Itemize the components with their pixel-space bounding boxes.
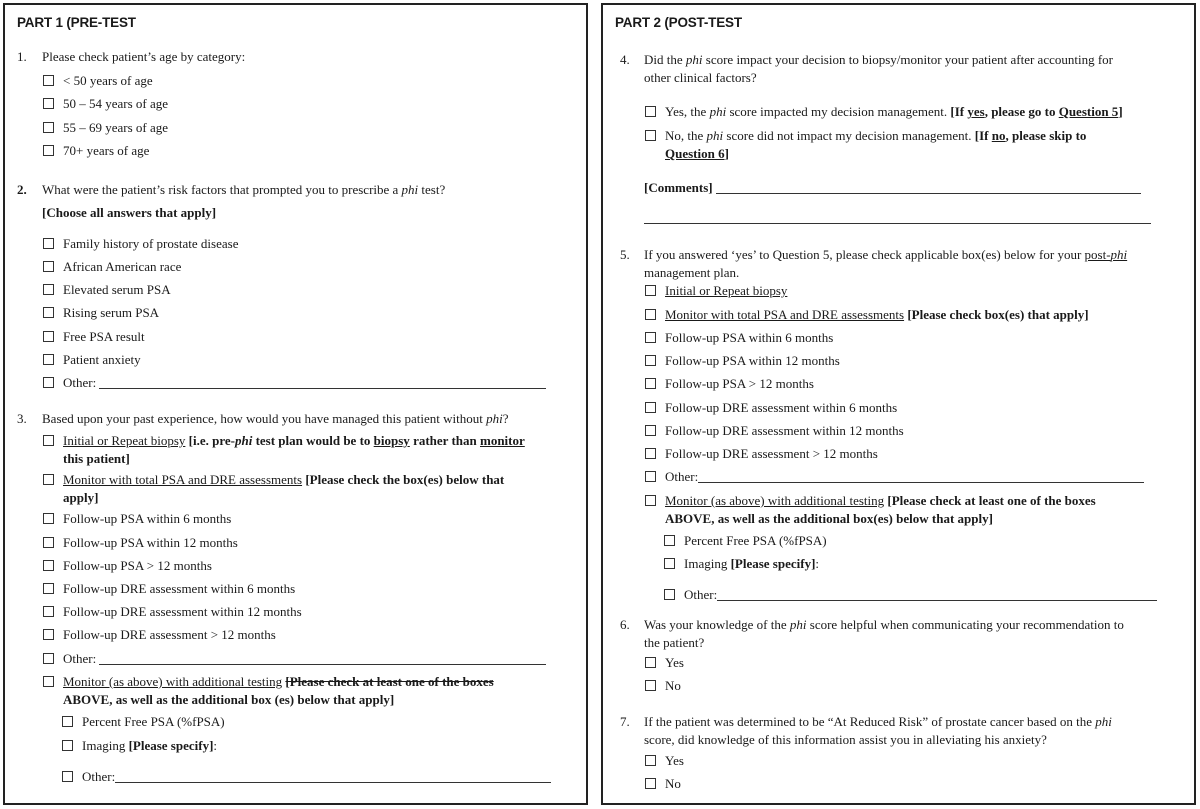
checkbox-icon[interactable] bbox=[645, 309, 656, 320]
q3-additional-other[interactable]: Other: bbox=[62, 769, 551, 785]
q3-followup-option[interactable]: Follow-up DRE assessment within 6 months bbox=[43, 581, 295, 597]
q5-other[interactable]: Other: bbox=[645, 469, 1144, 485]
q5-followup-option[interactable]: Follow-up DRE assessment within 12 months bbox=[645, 423, 904, 439]
checkbox-icon[interactable] bbox=[645, 755, 656, 766]
q5-additional-other[interactable]: Other: bbox=[664, 587, 1157, 603]
checkbox-icon[interactable] bbox=[645, 130, 656, 141]
q4-no-option[interactable]: No, the phi score did not impact my decision management. [If no, please skip to bbox=[645, 128, 1086, 144]
q4-number: 4. bbox=[620, 52, 630, 67]
q3-biopsy-option[interactable]: Initial or Repeat biopsy [i.e. pre-phi test plan would be to biopsy rather than monitor bbox=[43, 433, 525, 449]
checkbox-icon[interactable] bbox=[645, 285, 656, 296]
q1-number: 1. bbox=[17, 49, 27, 64]
q5-text: If you answered ‘yes’ to Question 5, please check applicable box(es) below for your post-phi bbox=[644, 247, 1128, 262]
q3-number: 3. bbox=[17, 411, 27, 426]
q7-text-cont: score, did knowledge of this information assist you in alleviating his anxiety? bbox=[644, 732, 1047, 747]
checkbox-icon[interactable] bbox=[43, 583, 54, 594]
comments-field[interactable] bbox=[716, 182, 1141, 194]
q2-option[interactable]: Rising serum PSA bbox=[43, 305, 159, 321]
q5-followup-option[interactable]: Follow-up DRE assessment > 12 months bbox=[645, 446, 878, 462]
checkbox-icon[interactable] bbox=[43, 653, 54, 664]
q7-number: 7. bbox=[620, 714, 630, 729]
checkbox-icon[interactable] bbox=[43, 537, 54, 548]
q1-option[interactable]: 50 – 54 years of age bbox=[43, 96, 168, 112]
part1-panel bbox=[3, 3, 588, 805]
q4-comments[interactable]: [Comments] bbox=[644, 180, 1141, 196]
checkbox-icon[interactable] bbox=[43, 284, 54, 295]
q1-option[interactable]: < 50 years of age bbox=[43, 73, 153, 89]
q2-option[interactable]: Free PSA result bbox=[43, 329, 145, 345]
q3-additional-option[interactable]: Monitor (as above) with additional testing [Please check at least one of the boxes bbox=[43, 674, 494, 690]
q4-yes-option[interactable]: Yes, the phi score impacted my decision management. [If yes, please go to Question 5] bbox=[645, 104, 1123, 120]
part2-panel bbox=[601, 3, 1196, 805]
q5-additional-note-cont: ABOVE, as well as the additional box(es) below that apply] bbox=[665, 511, 993, 526]
checkbox-icon[interactable] bbox=[664, 535, 675, 546]
q6-text: Was your knowledge of the phi score helpful when communicating your recommendation to bbox=[644, 617, 1124, 632]
checkbox-icon[interactable] bbox=[645, 425, 656, 436]
q3-additional-other-field[interactable] bbox=[115, 771, 551, 783]
q7-text: If the patient was determined to be “At Reduced Risk” of prostate cancer based on the phi bbox=[644, 714, 1112, 729]
q4-comments-line2[interactable] bbox=[644, 210, 1151, 226]
checkbox-icon[interactable] bbox=[645, 402, 656, 413]
checkbox-icon[interactable] bbox=[43, 560, 54, 571]
q3-followup-option[interactable]: Follow-up PSA within 12 months bbox=[43, 535, 238, 551]
checkbox-icon[interactable] bbox=[645, 355, 656, 366]
checkbox-icon[interactable] bbox=[43, 331, 54, 342]
q6-option[interactable]: No bbox=[645, 678, 681, 694]
checkbox-icon[interactable] bbox=[43, 435, 54, 446]
q5-biopsy-option[interactable]: Initial or Repeat biopsy bbox=[645, 283, 787, 299]
part1-title: PART 1 (PRE-TEST bbox=[17, 15, 136, 30]
checkbox-icon[interactable] bbox=[664, 589, 675, 600]
q5-additional-option[interactable]: Monitor (as above) with additional testing [Please check at least one of the boxes bbox=[645, 493, 1096, 509]
q5-followup-option[interactable]: Follow-up PSA within 6 months bbox=[645, 330, 833, 346]
q5-other-field[interactable] bbox=[698, 471, 1144, 483]
checkbox-icon[interactable] bbox=[43, 307, 54, 318]
q2-instruction: [Choose all answers that apply] bbox=[42, 205, 217, 220]
q2-option[interactable]: African American race bbox=[43, 259, 181, 275]
checkbox-icon[interactable] bbox=[645, 448, 656, 459]
q7-option[interactable]: Yes bbox=[645, 753, 684, 769]
checkbox-icon[interactable] bbox=[43, 122, 54, 133]
q5-followup-option[interactable]: Follow-up PSA within 12 months bbox=[645, 353, 840, 369]
q3-imaging-option[interactable]: Imaging [Please specify]: bbox=[62, 738, 217, 754]
q3-additional-sub-option[interactable]: Percent Free PSA (%fPSA) bbox=[62, 714, 225, 730]
q1-option[interactable]: 70+ years of age bbox=[43, 143, 149, 159]
checkbox-icon[interactable] bbox=[43, 377, 54, 388]
checkbox-icon[interactable] bbox=[645, 378, 656, 389]
q7-option[interactable]: No bbox=[645, 776, 681, 792]
checkbox-icon[interactable] bbox=[664, 558, 675, 569]
checkbox-icon[interactable] bbox=[43, 676, 54, 687]
checkbox-icon[interactable] bbox=[43, 354, 54, 365]
checkbox-icon[interactable] bbox=[43, 98, 54, 109]
q2-number: 2. bbox=[17, 182, 27, 197]
q2-text: What were the patient’s risk factors that prompted you to prescribe a phi test? bbox=[42, 182, 446, 197]
q3-monitor-option[interactable]: Monitor with total PSA and DRE assessments [Please check the box(es) below that bbox=[43, 472, 504, 488]
q1-option[interactable]: 55 – 69 years of age bbox=[43, 120, 168, 136]
q3-followup-option[interactable]: Follow-up PSA within 6 months bbox=[43, 511, 231, 527]
checkbox-icon[interactable] bbox=[645, 332, 656, 343]
checkbox-icon[interactable] bbox=[62, 740, 73, 751]
q5-number: 5. bbox=[620, 247, 630, 262]
q5-text-cont: management plan. bbox=[644, 265, 740, 280]
checkbox-icon[interactable] bbox=[43, 145, 54, 156]
q4-text-cont: other clinical factors? bbox=[644, 70, 757, 85]
comments-field-line2[interactable] bbox=[644, 212, 1151, 224]
checkbox-icon[interactable] bbox=[43, 261, 54, 272]
checkbox-icon[interactable] bbox=[645, 471, 656, 482]
q3-other[interactable]: Other: bbox=[43, 651, 546, 667]
q2-option[interactable]: Family history of prostate disease bbox=[43, 236, 238, 252]
q1-text: Please check patient’s age by category: bbox=[42, 49, 246, 64]
q4-no-note-cont: Question 6] bbox=[665, 146, 729, 161]
checkbox-icon[interactable] bbox=[43, 75, 54, 86]
q3-other-field[interactable] bbox=[99, 653, 546, 665]
checkbox-icon[interactable] bbox=[645, 495, 656, 506]
checkbox-icon[interactable] bbox=[43, 513, 54, 524]
q5-additional-sub-option[interactable]: Percent Free PSA (%fPSA) bbox=[664, 533, 827, 549]
q3-text: Based upon your past experience, how would you have managed this patient without phi? bbox=[42, 411, 509, 426]
checkbox-icon[interactable] bbox=[43, 606, 54, 617]
q3-followup-option[interactable]: Follow-up DRE assessment within 12 months bbox=[43, 604, 302, 620]
q5-followup-option[interactable]: Follow-up DRE assessment within 6 months bbox=[645, 400, 897, 416]
q5-additional-other-field[interactable] bbox=[717, 589, 1157, 601]
q4-text: Did the phi score impact your decision to biopsy/monitor your patient after accounting for bbox=[644, 52, 1113, 67]
checkbox-icon[interactable] bbox=[43, 474, 54, 485]
q5-followup-option[interactable]: Follow-up PSA > 12 months bbox=[645, 376, 814, 392]
checkbox-icon[interactable] bbox=[62, 771, 73, 782]
checkbox-icon[interactable] bbox=[645, 106, 656, 117]
checkbox-icon[interactable] bbox=[645, 657, 656, 668]
checkbox-icon[interactable] bbox=[645, 680, 656, 691]
q2-other[interactable]: Other: bbox=[43, 375, 546, 391]
part2-title: PART 2 (POST-TEST bbox=[615, 15, 742, 30]
q3-additional-note-cont: ABOVE, as well as the additional box (es) below that apply] bbox=[63, 692, 395, 707]
q2-other-field[interactable] bbox=[99, 377, 546, 389]
q6-option[interactable]: Yes bbox=[645, 655, 684, 671]
q3-followup-option[interactable]: Follow-up DRE assessment > 12 months bbox=[43, 627, 276, 643]
q2-option[interactable]: Elevated serum PSA bbox=[43, 282, 171, 298]
checkbox-icon[interactable] bbox=[645, 778, 656, 789]
q5-imaging-option[interactable]: Imaging [Please specify]: bbox=[664, 556, 819, 572]
q5-monitor-option[interactable]: Monitor with total PSA and DRE assessments [Please check box(es) that apply] bbox=[645, 307, 1089, 323]
q3-followup-option[interactable]: Follow-up PSA > 12 months bbox=[43, 558, 212, 574]
q6-text-cont: the patient? bbox=[644, 635, 705, 650]
q6-number: 6. bbox=[620, 617, 630, 632]
q3-monitor-note-cont: apply] bbox=[63, 490, 99, 505]
q2-option[interactable]: Patient anxiety bbox=[43, 352, 141, 368]
checkbox-icon[interactable] bbox=[43, 238, 54, 249]
q3-biopsy-note-cont: this patient] bbox=[63, 451, 130, 466]
checkbox-icon[interactable] bbox=[43, 629, 54, 640]
checkbox-icon[interactable] bbox=[62, 716, 73, 727]
